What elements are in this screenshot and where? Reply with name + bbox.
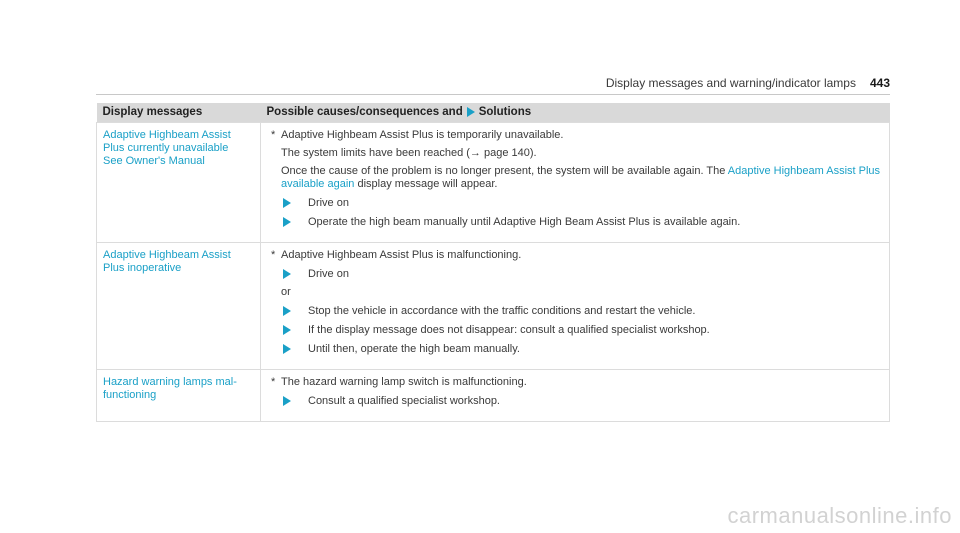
detail-text: Once the cause of the problem is no longer present, the system will be available again. The [281,165,728,177]
action-arrow-icon [283,269,291,279]
action-arrow-icon [283,325,291,335]
page-header [96,70,890,95]
message-cell [97,370,261,422]
action-arrow-icon [283,198,291,208]
action-arrow-icon [283,396,291,406]
action-step [271,324,883,337]
action-text: Drive on [308,197,349,209]
message-cell [97,243,261,370]
cause-item [271,129,883,142]
action-step [271,216,883,229]
action-text: If the display message does not disappear: consult a qualified specialist workshop. [308,324,710,336]
action-arrow-icon [283,344,291,354]
display-message-line: See Owner's Manual [103,155,205,167]
cause-cell [261,243,890,370]
page-number: 443 [869,76,890,90]
header-title: Display messages and warning/indicator lamps [605,76,856,90]
display-message-line: Adaptive Highbeam Assist [103,249,231,261]
detail-text: display message will appear. [354,178,498,190]
column-header-causes-solutions [261,103,890,123]
column-header-display-messages: Display messages [97,103,261,123]
action-arrow-icon [283,306,291,316]
cause-detail [271,165,883,191]
display-message-line: Plus inoperative [103,262,182,274]
or-separator: or [281,286,291,298]
action-step [271,343,883,356]
cause-item [271,249,883,262]
cause-text: Adaptive Highbeam Assist Plus is malfunctioning. [281,249,522,261]
action-text: Stop the vehicle in accordance with the traffic conditions and restart the vehicle. [308,305,696,317]
display-message-line: functioning [103,389,157,401]
display-message-line: Adaptive Highbeam Assist [103,129,231,141]
message-cell [97,123,261,243]
arrow-right-icon [467,107,475,117]
table-row [97,370,890,422]
watermark: carmanualsonline.info [727,503,952,528]
cause-cell [261,370,890,422]
column-header-causes: Possible causes/consequences and [266,106,463,118]
cause-text: The hazard warning lamp switch is malfunctioning. [281,376,527,388]
action-text: Operate the high beam manually until Adaptive High Beam Assist Plus is available again. [308,216,741,228]
inline-message-reference: Adaptive Highbeam Assist Plus available again [281,165,881,190]
action-step [271,395,883,408]
action-text: Consult a qualified specialist workshop. [308,395,500,407]
table-row [97,123,890,243]
action-text: Until then, operate the high beam manually. [308,343,520,355]
action-step [271,268,883,281]
display-message-line: Hazard warning lamps mal- [103,376,237,388]
action-arrow-icon [283,217,291,227]
action-step [271,305,883,318]
cause-cell [261,123,890,243]
cause-text: Adaptive Highbeam Assist Plus is temporarily unavailable. [281,129,564,141]
cause-detail: The system limits have been reached (→ page 140). [281,147,537,159]
display-message-line: Plus currently unavailable [103,142,229,154]
display-messages-table [96,103,890,422]
table-header-row [97,103,890,123]
action-text: Drive on [308,268,349,280]
asterisk-icon: * [271,129,276,141]
table-row [97,243,890,370]
column-header-solutions: Solutions [478,106,532,118]
action-step [271,197,883,210]
asterisk-icon: * [271,249,276,261]
asterisk-icon: * [271,376,276,388]
cause-item [271,376,883,389]
